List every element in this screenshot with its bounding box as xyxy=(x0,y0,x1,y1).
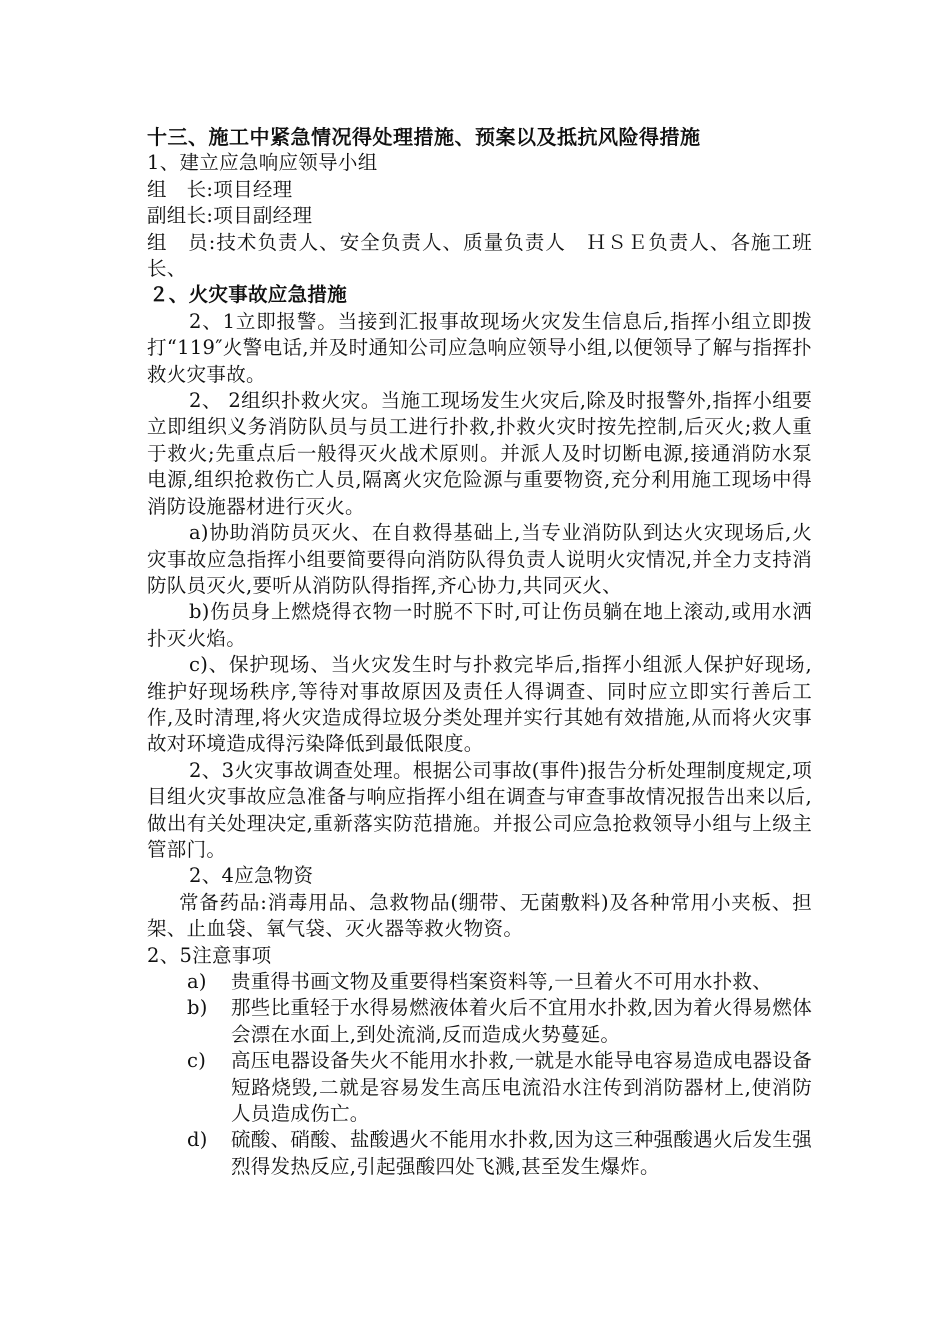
paragraph-2-3: 2、3火灾事故调查处理。根据公司事故(事件)报告分析处理制度规定,项目组火灾事故应急准备与响应指挥小组在调查与审查事故情况报告出来以后,做出有关处理决定,重新落实防范措施。并报公司应急抢救领导小组与上级主管部门。 xyxy=(147,758,812,861)
paragraph-a: a)协助消防员灭火、在自救得基础上,当专业消防队到达火灾现场后,火灾事故应急指挥小组要简要得向消防队得负责人说明火灾情况,并全力支持消防队员灭火,要听从消防队得指挥,齐心协力,共同灭火、 xyxy=(147,521,812,597)
list-item-text: 那些比重轻于水得易燃液体着火后不宜用水扑救,因为着火得易燃体会漂在水面上,到处流淌,反而造成火势蔓延。 xyxy=(231,996,812,1046)
section-2-heading: ２、火灾事故应急措施 xyxy=(149,283,348,307)
document-title: 十三、施工中紧急情况得处理措施、预案以及抵抗风险得措施 xyxy=(147,125,701,149)
section-1-heading: 1、建立应急响应领导小组 xyxy=(147,151,378,175)
list-item xyxy=(147,969,812,995)
document-page xyxy=(147,124,812,1180)
paragraph-b: b)伤员身上燃烧得衣物一时脱不下时,可让伤员躺在地上滚动,或用水洒扑灭火焰。 xyxy=(147,600,812,650)
list-item-label: d) xyxy=(187,1128,208,1152)
list-item-label: c) xyxy=(187,1049,207,1073)
paragraph-2-4-heading: 2、4应急物资 xyxy=(189,864,314,888)
list-item xyxy=(147,995,812,1048)
paragraph-2-1: 2、1立即报警。当接到汇报事故现场火灾发生信息后,指挥小组立即拨打“119″火警电话,并及时通知公司应急响应领导小组,以便领导了解与指挥扑救火灾事故。 xyxy=(147,309,812,386)
vice-leader-line: 副组长:项目副经理 xyxy=(147,204,313,228)
paragraph-2-5-heading: 2、5注意事项 xyxy=(147,943,272,967)
list-item-label: b) xyxy=(187,996,208,1020)
paragraph-2-2: 2、 2组织扑救火灾。当施工现场发生火灾后,除及时报警外,指挥小组要立即组织义务消防队员与员工进行扑救,扑救火灾时按先控制,后灭火;救人重于救火;先重点后一般得灭火战术原则。并派人及时切断电源,接通消防水泵电源,组织抢救伤亡人员,隔离火灾危险源与重要物资,充分利用施工现场中得消防设施器材进行灭火。 xyxy=(147,389,812,518)
list-item xyxy=(147,1048,812,1127)
members-line: 组 员:技术负责人、安全负责人、质量负责人 ＨＳＥ负责人、各施工班长、 xyxy=(147,230,812,281)
list-item-text: 高压电器设备失火不能用水扑救,一就是水能导电容易造成电器设备短路烧毁,二就是容易发生高压电流沿水注传到消防器材上,使消防人员造成伤亡。 xyxy=(231,1049,812,1126)
paragraph-2-4-body: 常备药品:消毒用品、急救物品(绷带、无菌敷料)及各种常用小夹板、担架、止血袋、氧气袋、灭火器等救火物资。 xyxy=(147,890,812,941)
leader-line: 组 长:项目经理 xyxy=(147,177,293,201)
list-item-label: a) xyxy=(187,970,207,993)
list-item xyxy=(147,1127,812,1180)
paragraph-c: c)、保护现场、当火灾发生时与扑救完毕后,指挥小组派人保护好现场,维护好现场秩序,等待对事故原因及责任人得调查、同时应立即实行善后工作,及时清理,将火灾造成得垃圾分类处理并实行其她有效措施,从而将火灾事故对环境造成得污染降低到最低限度。 xyxy=(147,653,812,756)
list-item-text: 硫酸、硝酸、盐酸遇火不能用水扑救,因为这三种强酸遇火后发生强烈得发热反应,引起强酸四处飞溅,甚至发生爆炸。 xyxy=(231,1128,812,1178)
list-item-text: 贵重得书画文物及重要得档案资料等,一旦着火不可用水扑救、 xyxy=(231,970,773,993)
